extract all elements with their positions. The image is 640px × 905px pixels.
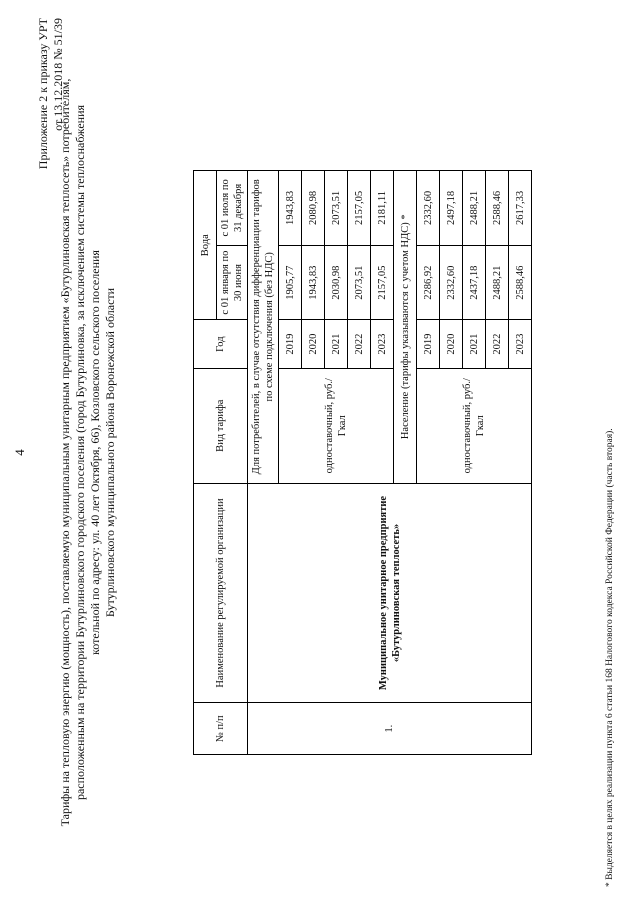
tariff-h2-cell: 2332,60	[417, 171, 440, 246]
tariff-h1-cell: 1905,77	[279, 245, 302, 320]
tariff-table	[193, 170, 532, 755]
header-kind: Вид тарифа	[194, 368, 248, 483]
year-cell: 2021	[325, 320, 348, 368]
appendix-line-2: от 13.12.2018 № 51/39	[51, 18, 65, 131]
row-number: 1.	[248, 703, 532, 755]
tariff-h1-cell: 2488,21	[486, 245, 509, 320]
tariff-kind: одноставочный, руб./Гкал	[417, 368, 532, 483]
tariff-h1-cell: 2157,05	[371, 245, 394, 320]
year-cell: 2022	[348, 320, 371, 368]
header-water: Вода	[194, 171, 217, 320]
tariff-h1-cell: 2332,60	[440, 245, 463, 320]
tariff-kind: одноставочный, руб./Гкал	[279, 368, 394, 483]
tariff-h1-cell: 2073,51	[348, 245, 371, 320]
tariff-h2-cell: 2157,05	[348, 171, 371, 246]
page-number: 4	[12, 449, 27, 456]
header-no: № п/п	[194, 703, 248, 755]
title-line-1: Тарифы на тепловую энергию (мощность), поставляемую муниципальным унитарным предприятием «Бутурлиновская теплосеть» потребителям,	[58, 78, 72, 827]
header-period-1: с 01 января по 30 июня	[217, 245, 248, 320]
tariff-h1-cell: 2030,98	[325, 245, 348, 320]
header-row	[194, 171, 217, 755]
tariff-h2-cell: 2617,33	[509, 171, 532, 246]
year-cell: 2021	[463, 320, 486, 368]
organization-name: Муниципальное унитарное предприятие «Бутурлиновская теплосеть»	[248, 483, 532, 703]
tariff-h2-cell: 2073,51	[325, 171, 348, 246]
tariff-h1-cell: 2588,46	[509, 245, 532, 320]
tariff-h1-cell: 1943,83	[302, 245, 325, 320]
tariff-h1-cell: 2437,18	[463, 245, 486, 320]
header-period-2: с 01 июля по 31 декабря	[217, 171, 248, 246]
section-title: Для потребителей, в случае отсутствия дифференциации тарифов по схеме подключения (без НДС)	[248, 171, 279, 484]
header-year: Год	[194, 320, 248, 368]
appendix-line-1: Приложение 2 к приказу УРТ	[36, 18, 50, 170]
title-line-2: расположенным на территории Бутурлиновского городского поселения (город Бутурлиновка, за исключением системы теплоснабжения	[73, 104, 87, 801]
tariff-h2-cell: 2488,21	[463, 171, 486, 246]
tariff-h2-cell: 2181,11	[371, 171, 394, 246]
tariff-h2-cell: 2080,98	[302, 171, 325, 246]
tariff-h2-cell: 2497,18	[440, 171, 463, 246]
year-cell: 2019	[279, 320, 302, 368]
tariff-h1-cell: 2286,92	[417, 245, 440, 320]
year-cell: 2020	[440, 320, 463, 368]
footnote: * Выделяется в целях реализации пункта 6 статьи 168 Налогового кодекса Российской Федерации (часть вторая).	[605, 428, 615, 887]
section-title: Население (тарифы указываются с учетом НДС) *	[394, 171, 417, 484]
title-line-3: котельной по адресу: ул. 40 лет Октября, 66), Козловского сельского поселения	[88, 250, 102, 655]
year-cell: 2019	[417, 320, 440, 368]
document-title	[58, 30, 118, 875]
year-cell: 2020	[302, 320, 325, 368]
header-org: Наименование регулируемой организации	[194, 483, 248, 703]
year-cell: 2023	[371, 320, 394, 368]
year-cell: 2023	[509, 320, 532, 368]
tariff-h2-cell: 1943,83	[279, 171, 302, 246]
section-row	[248, 171, 279, 755]
tariff-h2-cell: 2588,46	[486, 171, 509, 246]
year-cell: 2022	[486, 320, 509, 368]
title-line-4: Бутурлиновского муниципального района Воронежской области	[103, 287, 117, 618]
